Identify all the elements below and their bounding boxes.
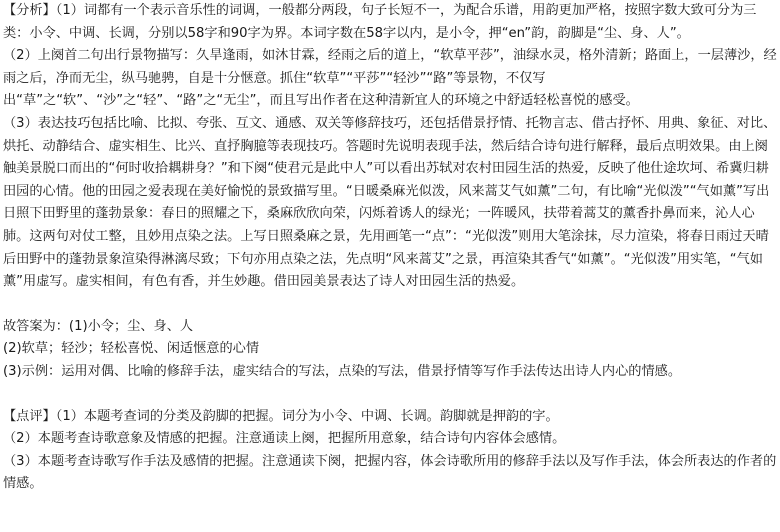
review-line-3: （3）本题考查诗歌写作手法及感情的把握。注意通读下阕，把握内容，体会诗歌所用的修辞手法以及写作手法，体会所表达的作者的情感。 bbox=[3, 453, 777, 492]
answer-line-3: (3)示例：运用对偶、比喻的修辞手法，虚实结合的写法，点染的写法，借景抒情等写作手法传达出诗人内心的情感。 bbox=[3, 363, 682, 379]
analysis-section bbox=[3, 0, 777, 294]
answer-line-2: (2)软草；轻沙；轻松喜悦、闲适惬意的心情 bbox=[3, 341, 260, 357]
analysis-paragraph-2: （2）上阕首二句出行景物描写：久旱逢雨，如沐甘霖，经雨之后的道上，“软草平莎”，油绿水灵，格外清新；路面上，一层薄沙，经雨之后，净而无尘，纵马驰骋，自是十分惬意。抓住“软草”“平莎”“轻沙”“路”等景物，不仅写出“草”之“软”、“沙”之“轻”、“路”之“无尘”，而且写出作者在这种清新宜人的环境之中舒适轻松喜悦的感受。 bbox=[3, 48, 777, 109]
review-line-2: （2）本题考查诗歌意象及情感的把握。注意通读上阕，把握所用意象，结合诗句内容体会感情。 bbox=[3, 431, 566, 447]
answer-section bbox=[3, 316, 777, 384]
analysis-paragraph-1: 【分析】（1）词都有一个表示音乐性的词调，一般都分两段，句子长短不一，为配合乐谱，用韵更加严格，按照字数大致可分为三类：小令、中调、长调，分别以58字和90字为界。本词字数在58字以内，是小令，押“en”韵，韵脚是“尘、身、人”。 bbox=[3, 3, 757, 41]
analysis-paragraph-3: （3）表达技巧包括比喻、比拟、夸张、互文、通感、双关等修辞技巧，还包括借景抒情、托物言志、借古抒怀、用典、象征、对比、烘托、动静结合、虚实相生、比兴、直抒胸臆等表现技巧。答题时先说明表现手法，然后结合诗句进行解释，最后点明效果。由上阕触美景脱口而出的“何时收拾耦耕身？”和下阕“使君元是此中人”可以看出苏轼对农村田园生活的热爱，反映了他仕途坎坷、希冀归耕田园的心情。他的田园之爱表现在美好愉悦的景致描写里。“日暖桑麻光似泼，风来蒿艾气如薰”二句，有比喻“光似泼”“气如薰”写出日照下田野里的蓬勃景象：春日的照耀之下，桑麻欣欣向荣，闪烁着诱人的绿光；一阵暖风，扶带着蒿艾的薰香扑鼻而来，沁人心肺。这两句对仗工整，且妙用点染之法。上写日照桑麻之景，先用画笔一“点”：“光似泼”则用大笔涂抹，尽力渲染，将春日雨过天晴后田野中的蓬勃景象渲染得淋漓尽致；下句亦用点染之法，先点明“风来蒿艾”之景，再渲染其香气“如薰”。“光似泼”用实笔，“气如薰”用虚写。虚实相间，有色有香，并生妙趣。借田园美景表达了诗人对田园生活的热爱。 bbox=[3, 115, 777, 290]
answer-line-1: 故答案为：(1)小令；尘、身、人 bbox=[3, 318, 194, 334]
review-section bbox=[3, 406, 777, 496]
review-line-1: 【点评】（1）本题考查词的分类及韵脚的把握。词分为小令、中调、长调。韵脚就是押韵的字。 bbox=[3, 408, 559, 424]
